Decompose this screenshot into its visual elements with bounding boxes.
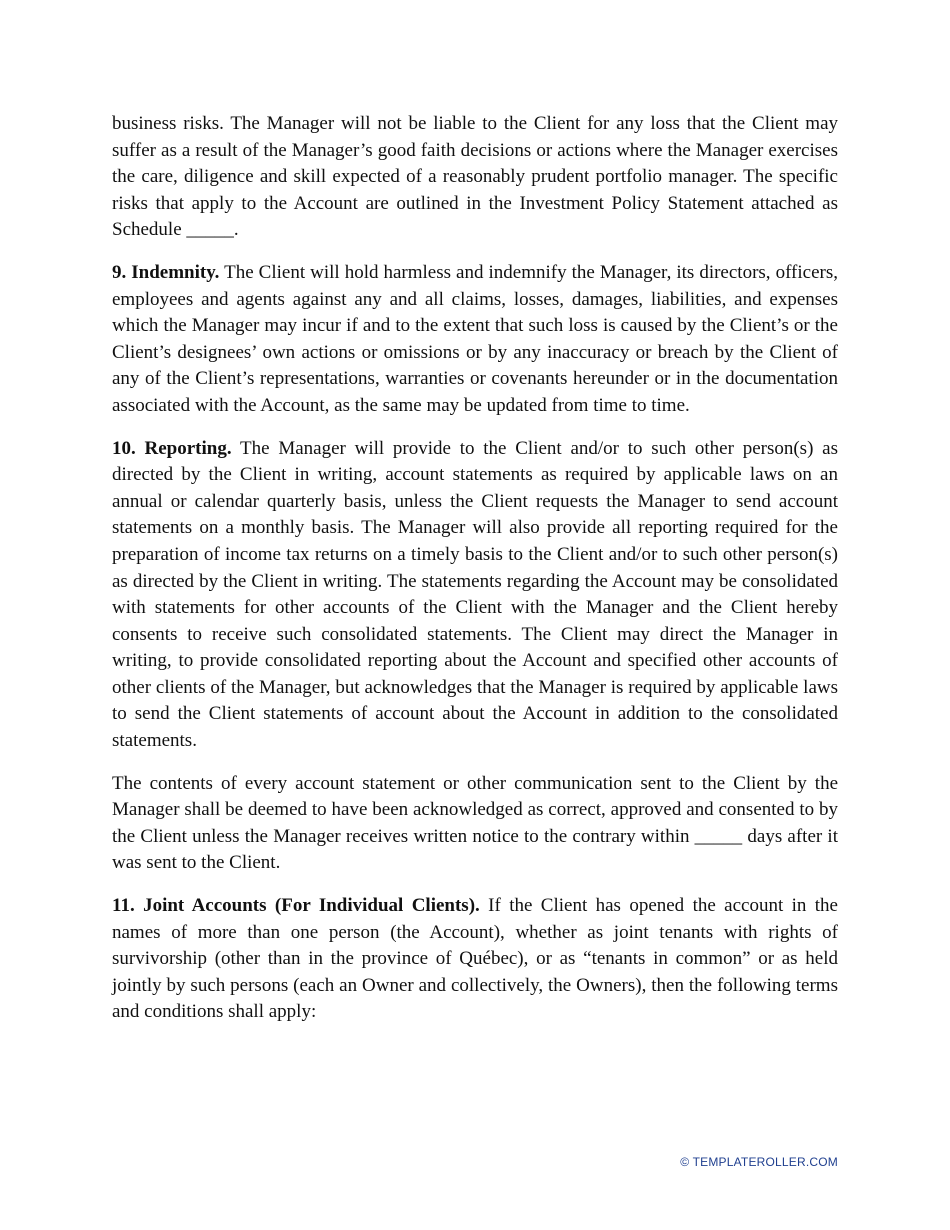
paragraph-text: The Client will hold harmless and indemnify the Manager, its directors, officers, employees and agents against any and all claims, losses, damages, liabilities, and expenses which the Manager may incur if and to the extent that such loss is caused by the Client’s or the Client’s designees’ own actions or omissions or by any inaccuracy or breach by the Client of any of the Client’s representations, warranties or covenants hereunder or in the documentation associated with the Account, as the same may be updated from time to time.	[112, 261, 838, 416]
paragraph-text: If the Client has opened the account in the names of more than one person (the Account), whether as joint tenants with rights of survivorship (other than in the province of Québec), or as “tenants in common” or as held jointly by such persons (each an Owner and collectively, the Owners), then the following terms and conditions shall apply:	[112, 895, 838, 1023]
paragraph-text: The contents of every account statement or other communication sent to the Client by the Manager shall be deemed to have been acknowledged as correct, approved and consented to by the Client unless the Manager receives written notice to the contrary within _____ days after it was sent to the Client.	[112, 772, 838, 874]
paragraph-text: The Manager will provide to the Client and/or to such other person(s) as directed by the Client in writing, account statements as required by applicable laws on an annual or calendar quarterly basis, unless the Client requests the Manager to send account statements on a monthly basis. The Manager will also provide all reporting required for the preparation of income tax returns on a timely basis to the Client and/or to such other person(s) as directed by the Client in writing. The statements regarding the Account may be consolidated with statements for other accounts of the Client with the Manager and the Client hereby consents to receive such consolidated statements. The Client may direct the Manager in writing, to provide consolidated reporting about the Account and specified other accounts of other clients of the Manager, but acknowledges that the Manager is required by applicable laws to send the Client statements of account about the Account in addition to the consolidated statements.	[112, 437, 838, 752]
section-heading-reporting: 10. Reporting.	[112, 437, 232, 459]
section-heading-indemnity: 9. Indemnity.	[112, 261, 220, 283]
paragraph-indemnity	[112, 260, 838, 420]
document-body	[112, 111, 838, 1042]
paragraph-business-risks	[112, 111, 838, 244]
paragraph-text: business risks. The Manager will not be liable to the Client for any loss that the Client may suffer as a result of the Manager’s good faith decisions or actions where the Manager exercises the care, diligence and skill expected of a reasonably prudent portfolio manager. The specific risks that apply to the Account are outlined in the Investment Policy Statement attached as Schedule _____.	[112, 113, 838, 241]
copyright-icon: ©	[680, 1155, 690, 1169]
footer-link[interactable]: TEMPLATEROLLER.COM	[692, 1155, 838, 1169]
footer-copyright	[680, 1155, 838, 1169]
paragraph-joint-accounts	[112, 893, 838, 1026]
paragraph-account-statements	[112, 771, 838, 877]
section-heading-joint-accounts: 11. Joint Accounts (For Individual Clients).	[112, 895, 480, 917]
paragraph-reporting	[112, 436, 838, 755]
